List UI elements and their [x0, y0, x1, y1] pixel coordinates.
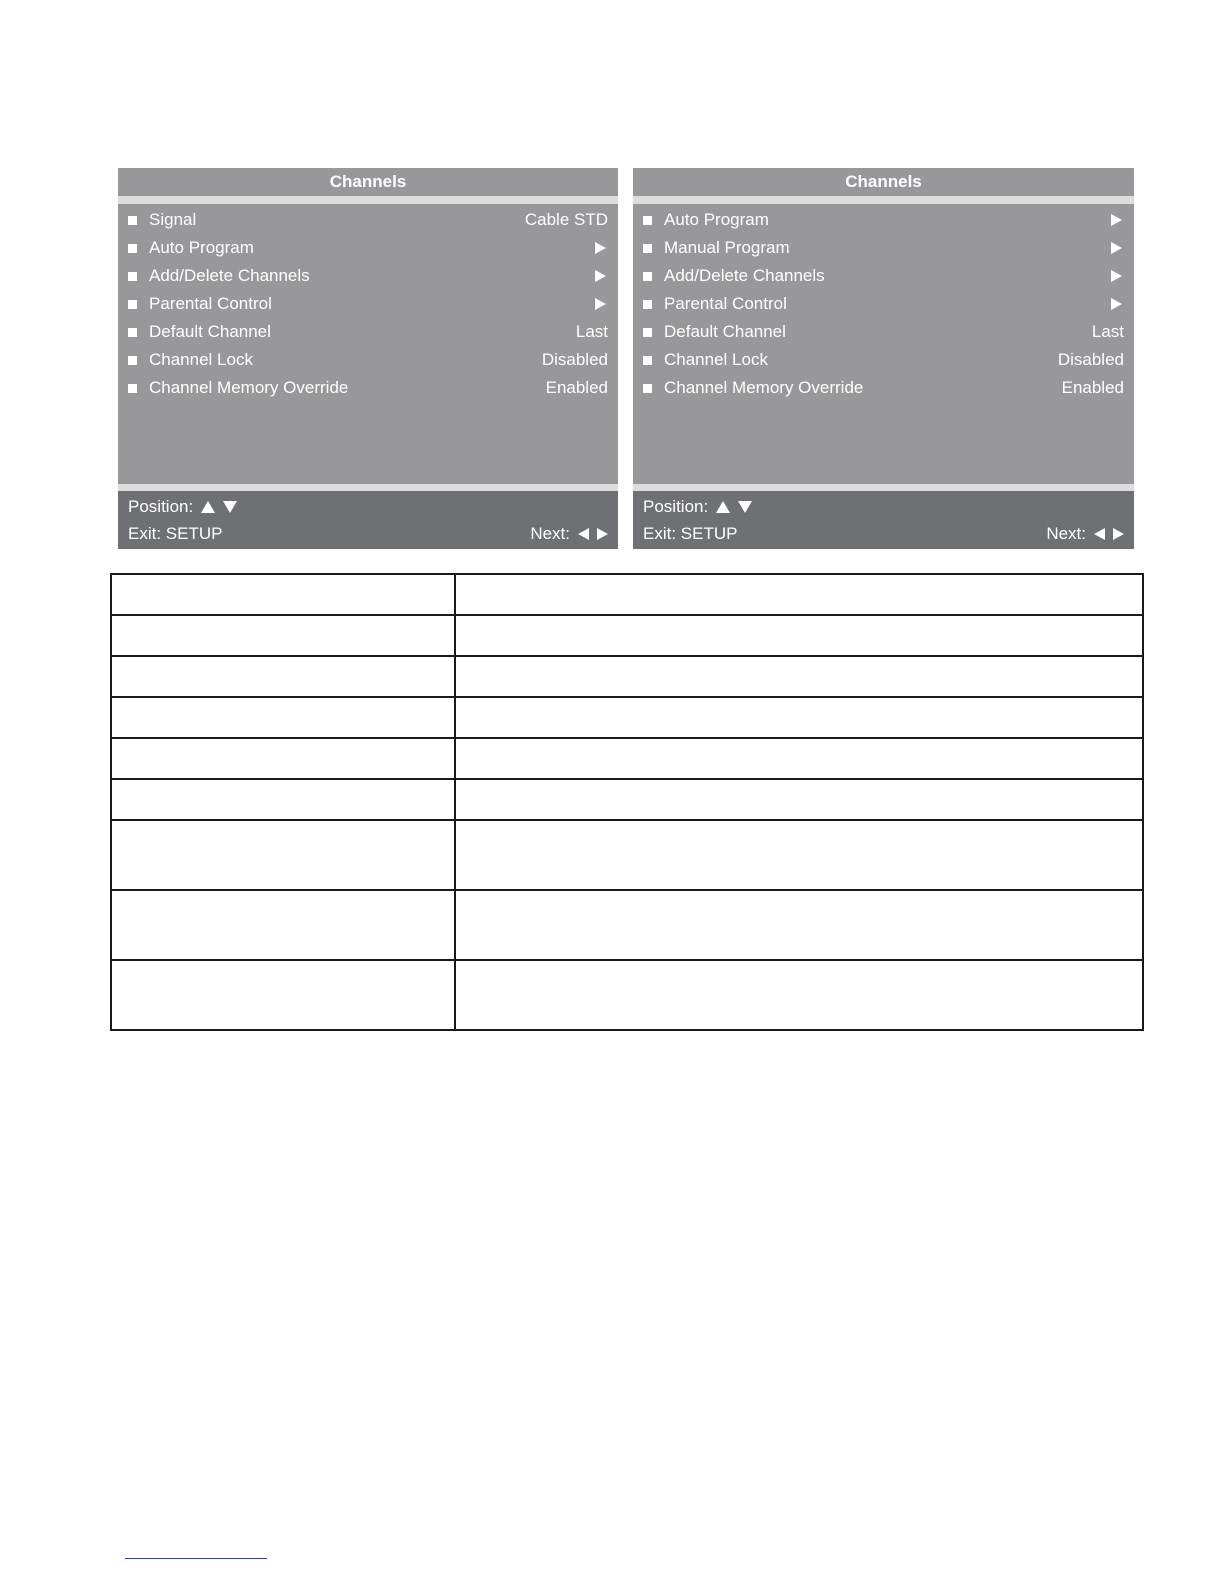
menu-item-label: Default Channel — [149, 322, 271, 341]
menu-title: Channels — [633, 168, 1134, 196]
submenu-arrow-icon — [1111, 214, 1122, 226]
table-row — [111, 820, 1143, 890]
table-row — [111, 615, 1143, 656]
table-row — [111, 574, 1143, 615]
menu-item-parental-control[interactable] — [118, 290, 618, 318]
table-cell — [455, 738, 1143, 779]
position-label: Position: — [643, 497, 709, 516]
table-cell — [111, 697, 455, 738]
table-row — [111, 656, 1143, 697]
menu-item-label: Channel Lock — [664, 350, 768, 369]
table-cell — [111, 656, 455, 697]
bullet-icon — [128, 300, 137, 309]
bullet-icon — [128, 328, 137, 337]
table-row — [111, 738, 1143, 779]
footer-divider — [633, 484, 1134, 491]
next-label: Next: — [530, 524, 570, 543]
table-cell — [455, 779, 1143, 820]
title-divider — [118, 196, 618, 204]
menu-item-channel-lock[interactable] — [118, 346, 618, 374]
table-cell — [455, 820, 1143, 890]
menu-title: Channels — [118, 168, 618, 196]
table-cell — [111, 574, 455, 615]
menu-item-label: Channel Lock — [149, 350, 253, 369]
menu-item-channel-memory-override[interactable] — [633, 374, 1134, 402]
menu-item-value: Enabled — [545, 378, 608, 397]
bullet-icon — [643, 244, 652, 253]
table-cell — [455, 656, 1143, 697]
footer-position-line — [643, 493, 1124, 520]
table-cell — [111, 615, 455, 656]
up-arrow-icon — [201, 501, 215, 513]
menu-footer — [118, 491, 618, 549]
menu-item-channel-memory-override[interactable] — [118, 374, 618, 402]
table-cell — [111, 890, 455, 960]
footer-position-line — [128, 493, 608, 520]
menu-footer — [633, 491, 1134, 549]
bullet-icon — [128, 216, 137, 225]
down-arrow-icon — [223, 501, 237, 513]
footer-divider — [118, 484, 618, 491]
menu-item-auto-program[interactable] — [118, 234, 618, 262]
position-label: Position: — [128, 497, 194, 516]
menu-item-label: Signal — [149, 210, 197, 229]
submenu-arrow-icon — [1111, 270, 1122, 282]
bullet-icon — [128, 244, 137, 253]
right-arrow-icon — [1113, 528, 1124, 540]
menu-item-label: Parental Control — [664, 294, 787, 313]
bullet-icon — [643, 356, 652, 365]
submenu-arrow-icon — [595, 270, 606, 282]
menu-item-label: Add/Delete Channels — [664, 266, 825, 285]
menu-item-label: Auto Program — [664, 210, 769, 229]
table-row — [111, 890, 1143, 960]
menu-item-default-channel[interactable] — [633, 318, 1134, 346]
menu-item-signal[interactable] — [118, 206, 618, 234]
menu-item-add-delete-channels[interactable] — [633, 262, 1134, 290]
table-cell — [455, 960, 1143, 1030]
table-cell — [111, 960, 455, 1030]
menu-item-value: Last — [575, 322, 608, 341]
table-row — [111, 779, 1143, 820]
left-arrow-icon — [578, 528, 589, 540]
menu-item-value: Disabled — [1057, 350, 1124, 369]
menu-item-parental-control[interactable] — [633, 290, 1134, 318]
channels-menu-left — [118, 168, 618, 549]
bullet-icon — [128, 384, 137, 393]
table-row — [111, 697, 1143, 738]
menu-item-list — [633, 204, 1134, 484]
exit-label: Exit: SETUP — [128, 524, 223, 543]
menu-item-channel-lock[interactable] — [633, 346, 1134, 374]
right-arrow-icon — [597, 528, 608, 540]
table-cell — [455, 697, 1143, 738]
menu-item-value: Last — [1091, 322, 1124, 341]
menu-item-add-delete-channels[interactable] — [118, 262, 618, 290]
submenu-arrow-icon — [1111, 242, 1122, 254]
footer-exit-line — [643, 520, 1124, 547]
table-cell — [455, 574, 1143, 615]
menu-item-label: Manual Program — [664, 238, 790, 257]
bullet-icon — [128, 356, 137, 365]
down-arrow-icon — [738, 501, 752, 513]
table-cell — [111, 779, 455, 820]
menu-item-auto-program[interactable] — [633, 206, 1134, 234]
menu-item-label: Auto Program — [149, 238, 254, 257]
menu-item-label: Default Channel — [664, 322, 786, 341]
left-arrow-icon — [1094, 528, 1105, 540]
footer-exit-line — [128, 520, 608, 547]
menu-item-label: Parental Control — [149, 294, 272, 313]
bullet-icon — [128, 272, 137, 281]
menu-item-value: Disabled — [541, 350, 608, 369]
bullet-icon — [643, 384, 652, 393]
bullet-icon — [643, 328, 652, 337]
table-cell — [455, 615, 1143, 656]
menu-item-label: Channel Memory Override — [149, 378, 349, 397]
next-label: Next: — [1046, 524, 1086, 543]
bullet-icon — [643, 300, 652, 309]
up-arrow-icon — [716, 501, 730, 513]
submenu-arrow-icon — [595, 242, 606, 254]
channels-menu-right — [633, 168, 1134, 549]
settings-description-table — [110, 573, 1144, 1031]
menu-item-value: Cable STD — [524, 210, 608, 229]
submenu-arrow-icon — [595, 298, 606, 310]
table-cell — [455, 890, 1143, 960]
exit-label: Exit: SETUP — [643, 524, 738, 543]
menu-item-label: Add/Delete Channels — [149, 266, 310, 285]
menu-item-label: Channel Memory Override — [664, 378, 864, 397]
menu-item-list — [118, 204, 618, 484]
menu-item-default-channel[interactable] — [118, 318, 618, 346]
bullet-icon — [643, 272, 652, 281]
footnote-rule — [125, 1558, 267, 1559]
submenu-arrow-icon — [1111, 298, 1122, 310]
menu-item-value: Enabled — [1061, 378, 1124, 397]
table-cell — [111, 738, 455, 779]
title-divider — [633, 196, 1134, 204]
bullet-icon — [643, 216, 652, 225]
table-cell — [111, 820, 455, 890]
menu-item-manual-program[interactable] — [633, 234, 1134, 262]
table-row — [111, 960, 1143, 1030]
